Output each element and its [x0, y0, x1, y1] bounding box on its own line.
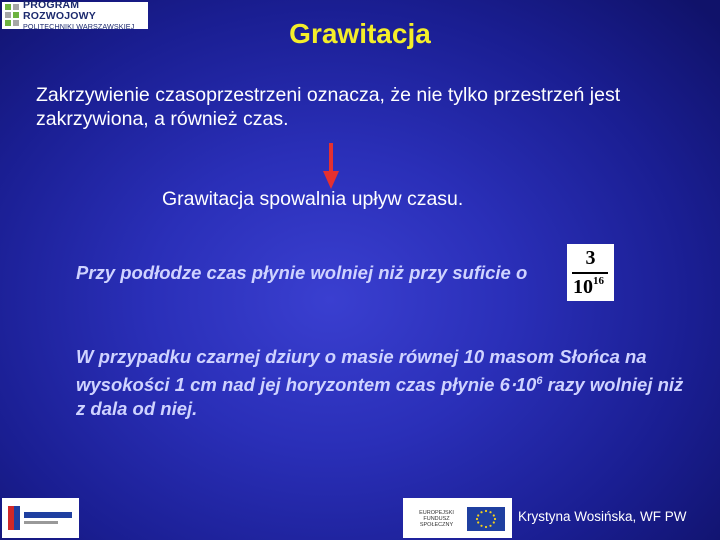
- eu-flag-icon: [467, 507, 505, 531]
- curvature-paragraph: Zakrzywienie czasoprzestrzeni oznacza, że nie tylko przestrzeń jest zakrzywiona, a również czas.: [36, 84, 621, 130]
- statement-text: Grawitacja spowalnia upływ czasu.: [162, 188, 464, 210]
- author-credit: Krystyna Wosińska, WF PW: [518, 509, 687, 524]
- logo-line2: POLITECHNIKI WARSZAWSKIEJ: [23, 22, 135, 32]
- fraction-denominator: [573, 275, 604, 299]
- denominator-exponent: 16: [593, 275, 604, 287]
- black-hole-exponent: 6: [536, 375, 543, 387]
- black-hole-text-part2: razy wolniej niż z dala od niej.: [76, 374, 684, 419]
- fraction-bar: [572, 272, 608, 274]
- logo-line1: PROGRAM ROZWOJOWY: [23, 0, 96, 22]
- comparison-text: Przy podłodze czas płynie wolniej niż przy suficie o: [76, 262, 528, 283]
- slide-title: Grawitacja: [289, 18, 431, 49]
- eu-logo-text: EUROPEJSKI FUNDUSZ SPOŁECZNY: [419, 510, 454, 528]
- black-hole-paragraph: [76, 345, 696, 421]
- fraction-numerator: 3: [585, 247, 596, 269]
- kapital-ludzki-logo: [2, 498, 79, 538]
- eu-logo: [403, 498, 512, 538]
- fraction-formula: [567, 244, 614, 301]
- down-arrow-icon: [323, 143, 339, 194]
- black-hole-text-part1: W przypadku czarnej dziury o masie równej 10 masom Słońca na wysokości 1 cm nad jej horyzontem czas płynie 6⋅10: [76, 346, 647, 395]
- denominator-base: 10: [573, 276, 593, 298]
